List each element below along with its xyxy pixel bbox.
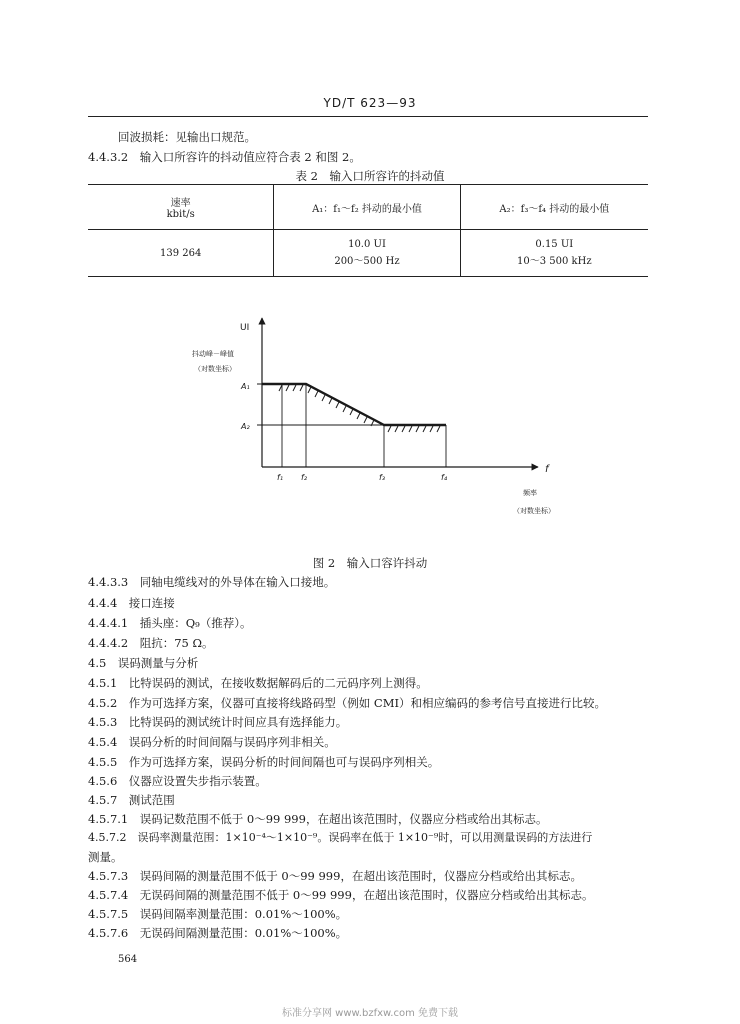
- y-axis-unit: UI: [240, 323, 250, 333]
- y-axis-title: 抖动峰－峰值: [192, 350, 234, 358]
- watermark-text: 标准分享网 www.bzfxw.com 免费下载: [282, 1008, 458, 1019]
- cell-a1-freq: 200～500 Hz: [334, 256, 400, 267]
- tick-f3-label: f₃: [379, 473, 386, 482]
- x-axis-title: 频率: [523, 489, 537, 497]
- clause-4-5-7-1: 4.5.7.1 误码记数范围不低于 0～99 999，在超出该范围时，仪器应分档或给出其标志。: [88, 812, 548, 826]
- clause-4-5-5: 4.5.5 作为可选择方案，误码分析的时间间隔也可与误码序列相关。: [88, 755, 440, 769]
- clause-4-5-7-3: 4.5.7.3 误码间隔的测量范围不低于 0～99 999，在超出该范围时，仪器应分档或给出其标志。: [88, 869, 582, 883]
- clause-4-5-7-5: 4.5.7.5 误码间隔率测量范围：0.01%～100%。: [88, 907, 348, 921]
- y-axis-note: （对数坐标）: [194, 365, 236, 373]
- x-axis-note: （对数坐标）: [513, 507, 555, 515]
- cell-rate: 139 264: [88, 230, 274, 277]
- clause-4-4-4-1: 4.4.4.1 插头座：Q₉（推荐）。: [88, 616, 252, 630]
- cell-a1-value: 10.0 UI: [348, 239, 386, 250]
- clause-4-5-7-2: 4.5.7.2 误码率测量范围：1×10⁻⁴～1×10⁻⁹。误码率在低于 1×10⁻⁹时，可以用测量误码的方法进行: [88, 831, 593, 844]
- header-rate-unit: kbit/s: [166, 209, 195, 220]
- clause-4-5: 4.5 误码测量与分析: [88, 656, 199, 670]
- clause-4-5-3: 4.5.3 比特误码的测试统计时间应具有选择能力。: [88, 715, 348, 729]
- clause-4-5-4: 4.5.4 误码分析的时间间隔与误码序列非相关。: [88, 735, 336, 749]
- level-a2-label: A₂: [241, 422, 250, 431]
- clause-4-5-1: 4.5.1 比特误码的测试，在接收数据解码后的二元码序列上测得。: [88, 676, 428, 690]
- jitter-mask-curve: [262, 384, 446, 425]
- cell-a2-freq: 10～3 500 kHz: [517, 256, 592, 267]
- tick-f1-label: f₁: [277, 473, 284, 482]
- clause-4-5-7-6: 4.5.7.6 无误码间隔测量范围：0.01%～100%。: [88, 926, 348, 940]
- clause-4-5-6: 4.5.6 仪器应设置失步指示装置。: [88, 774, 267, 788]
- figure-2-caption: 图 2 输入口容许抖动: [312, 556, 428, 570]
- cell-a2-value: 0.15 UI: [535, 239, 574, 250]
- clause-4-5-7-4: 4.5.7.4 无误码间隔的测量范围不低于 0～99 999，在超出该范围时，仪器应分档或给出其标志。: [88, 888, 594, 902]
- tick-f2-label: f₂: [301, 473, 308, 482]
- clause-4-5-2: 4.5.2 作为可选择方案，仪器可直接将线路码型（例如 CMI）和相应编码的参考信号直接进行比较。: [88, 696, 607, 710]
- level-a1-label: A₁: [241, 382, 250, 391]
- clause-4-4-3-2: 4.4.3.2 输入口所容许的抖动值应符合表 2 和图 2。: [88, 150, 361, 164]
- clause-4-4-4: 4.4.4 接口连接: [88, 596, 175, 610]
- clause-4-4-4-2: 4.4.4.2 阻抗：75 Ω。: [88, 636, 214, 650]
- header-a1: A₁：f₁～f₂ 抖动的最小值: [274, 185, 460, 230]
- text-line-echo-loss: 回波损耗：见输出口规范。: [118, 130, 256, 144]
- header-a2: A₂：f₃～f₄ 抖动的最小值: [460, 185, 648, 230]
- standard-code-header: YD/T 623—93: [323, 96, 417, 110]
- clause-4-5-7: 4.5.7 测试范围: [88, 793, 175, 807]
- x-axis-unit: f: [545, 464, 549, 475]
- table-2-caption: 表 2 输入口所容许的抖动值: [295, 169, 445, 183]
- page-number: 564: [118, 954, 138, 965]
- header-rate-label: 速率: [170, 198, 191, 209]
- clause-4-4-3-3: 4.4.3.3 同轴电缆线对的外导体在输入口接地。: [88, 575, 336, 589]
- clause-4-5-7-2-continued: 测量。: [88, 850, 123, 864]
- tick-f4-label: f₄: [441, 473, 448, 482]
